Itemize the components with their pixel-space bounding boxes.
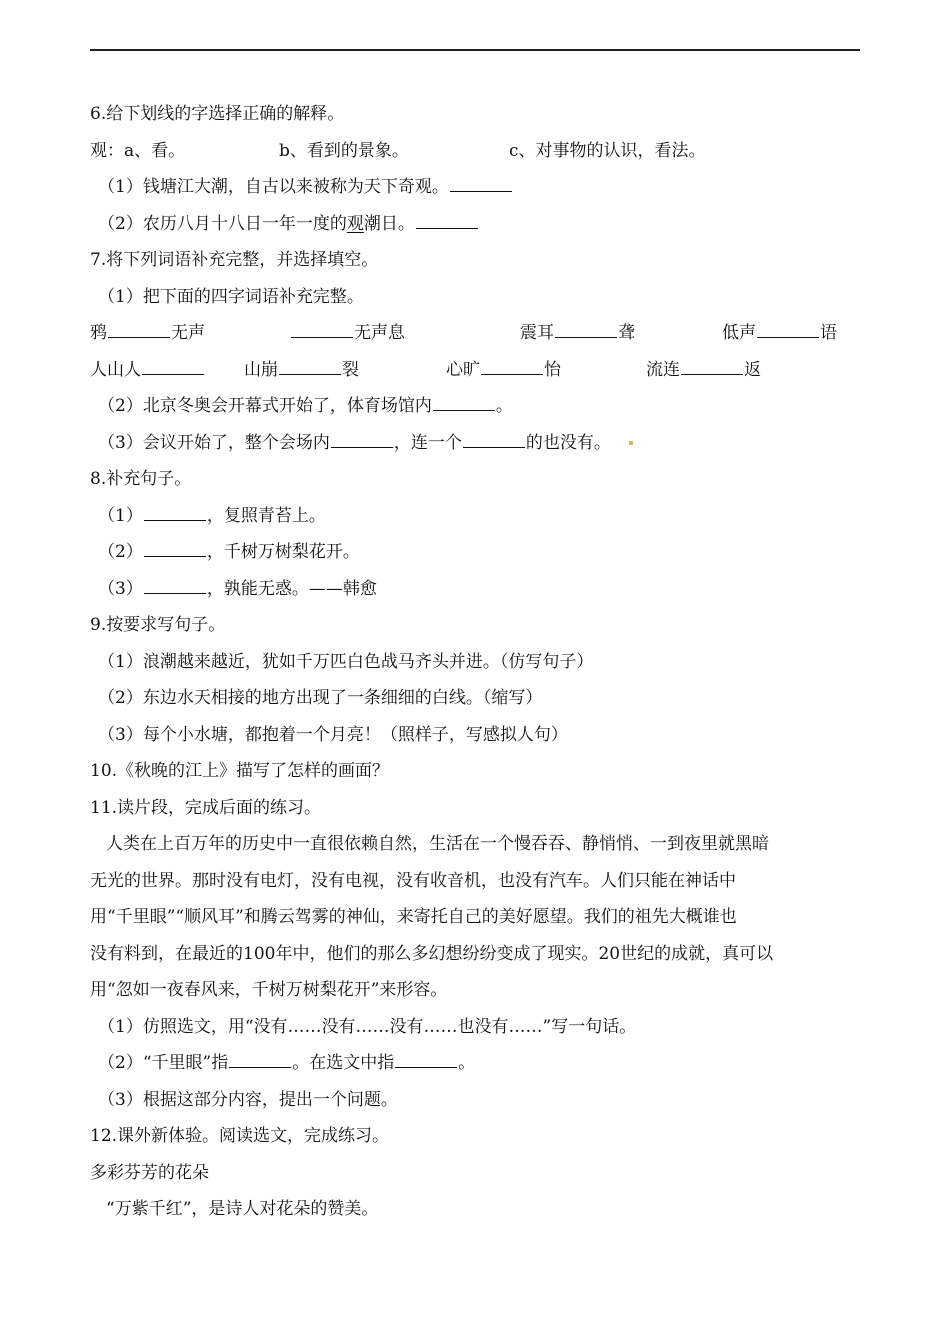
q6-option-b: b、看到的景象。 (279, 140, 409, 161)
q6-title: 6.给下划线的字选择正确的解释。 (90, 104, 345, 124)
q8-title: 8.补充句子。 (90, 469, 192, 489)
q6-option-a: a、看。 (124, 140, 186, 161)
q6-s1-text: （1）钱塘江大潮，自古以来被称为天下奇观。 (98, 177, 449, 197)
idiom-item: 鸦 无声 (90, 323, 205, 343)
idiom-blank[interactable] (108, 321, 170, 338)
q7-sub3-blank-2[interactable] (463, 431, 525, 448)
q6-s1-blank[interactable] (450, 175, 512, 192)
q11-sub1: （1）仿照选文，用“没有……没有……没有……也没有……”写一句话。 (98, 1016, 637, 1037)
q7-sub1: （1）把下面的四字词语补充完整。 (98, 286, 364, 307)
q8-item-2: （2） ，千树万树梨花开。 (98, 542, 360, 562)
q11-sub2: （2）“千里眼”指 。在选文中指 。 (98, 1053, 476, 1073)
q9-item-3: （3）每个小水塘，都抱着一个月亮！（照样子，写感拟人句） (98, 724, 568, 745)
idiom-blank[interactable] (142, 358, 204, 375)
q7-idiom-row-1 (90, 315, 860, 352)
q7-sub2-blank[interactable] (433, 394, 495, 411)
q8-item-1: （1） ，复照青苔上。 (98, 505, 326, 526)
idiom-item: 流连 返 (646, 359, 761, 380)
idiom-item: 山崩 裂 (244, 359, 359, 380)
idiom-item: 人山人 (90, 352, 244, 389)
q8-blank-1[interactable] (144, 504, 206, 521)
q6-option-c: c、对事物的认识，看法。 (509, 140, 706, 161)
idiom-blank[interactable] (481, 358, 543, 375)
q6-s2-pre: （2）农历八月十八日一年一度的 (98, 213, 347, 234)
q12-title: 12.课外新体验。阅读选文，完成练习。 (90, 1126, 390, 1146)
q7-sub3-blank-1[interactable] (331, 431, 393, 448)
header-rule (90, 49, 860, 51)
q6-s2-blank[interactable] (416, 212, 478, 229)
q8-item-3: （3） ，孰能无惑。——韩愈 (98, 578, 377, 599)
q6-s2-post: 潮日。 (363, 213, 415, 234)
q11-title: 11.读片段，完成后面的练习。 (90, 797, 322, 818)
q9-item-2: （2）东边水天相接的地方出现了一条细细的白线。（缩写） (98, 688, 543, 708)
idiom-blank[interactable] (279, 358, 341, 375)
idiom-blank[interactable] (555, 321, 617, 338)
q7-sub2: （2）北京冬奥会开幕式开始了，体育场馆内 。 (98, 396, 513, 416)
q11-sub2-blank-1[interactable] (229, 1051, 291, 1068)
q10-title: 10.《秋晚的江上》描写了怎样的画面？ (90, 761, 390, 781)
q6-sentence-2 (90, 206, 860, 243)
q11-passage-line-2: 无光的世界。那时没有电灯，没有电视，没有收音机，也没有汽车。人们只能在神话中 (90, 870, 736, 891)
q6-label: 观： (90, 140, 124, 161)
idiom-item: 心旷 怡 (446, 359, 561, 380)
q6-sentence-1 (90, 169, 860, 206)
q9-item-1: （1）浪潮越来越近，犹如千万匹白色战马齐头并进。（仿写句子） (98, 651, 594, 672)
q11-passage-line-4: 没有料到，在最近的100年中，他们的那么多幻想纷纷变成了现实。20世纪的成就，真可以 (90, 943, 774, 964)
q12-heading: 多彩芬芳的花朵 (90, 1162, 209, 1183)
q9-title: 9.按要求写句子。 (90, 615, 226, 635)
q8-blank-2[interactable] (144, 540, 206, 557)
q11-passage-line-5: 用“忽如一夜春风来，千树万树梨花开”来形容。 (90, 980, 448, 1000)
idiom-item: 低声 语 (722, 323, 837, 343)
q6-s2-underlined: 观 (346, 213, 364, 234)
stray-mark (629, 441, 633, 445)
q7-idiom-row-2 (90, 352, 860, 389)
idiom-item: 无声息 (262, 315, 520, 352)
q8-blank-3[interactable] (144, 577, 206, 594)
q11-passage-line-1: 人类在上百万年的历史中一直很依赖自然，生活在一个慢吞吞、静悄悄、一到夜里就黑暗 (106, 834, 769, 854)
worksheet-body (90, 96, 860, 1228)
q11-passage-line-3: 用“千里眼”“顺风耳”和腾云驾雾的神仙，来寄托自己的美好愿望。我们的祖先大概谁也 (90, 907, 737, 927)
q7-sub3: （3）会议开始了，整个会场内 ，连一个 的也没有。 (90, 425, 860, 462)
q11-sub2-blank-2[interactable] (395, 1051, 457, 1068)
q12-line-1: “万紫千红”，是诗人对花朵的赞美。 (106, 1199, 379, 1219)
q7-title: 7.将下列词语补充完整，并选择填空。 (90, 250, 379, 270)
idiom-blank[interactable] (291, 321, 353, 338)
idiom-blank[interactable] (757, 321, 819, 338)
q6-options (90, 133, 860, 170)
idiom-blank[interactable] (681, 358, 743, 375)
idiom-item: 震耳 聋 (520, 323, 635, 343)
q11-sub3: （3）根据这部分内容，提出一个问题。 (98, 1089, 398, 1110)
